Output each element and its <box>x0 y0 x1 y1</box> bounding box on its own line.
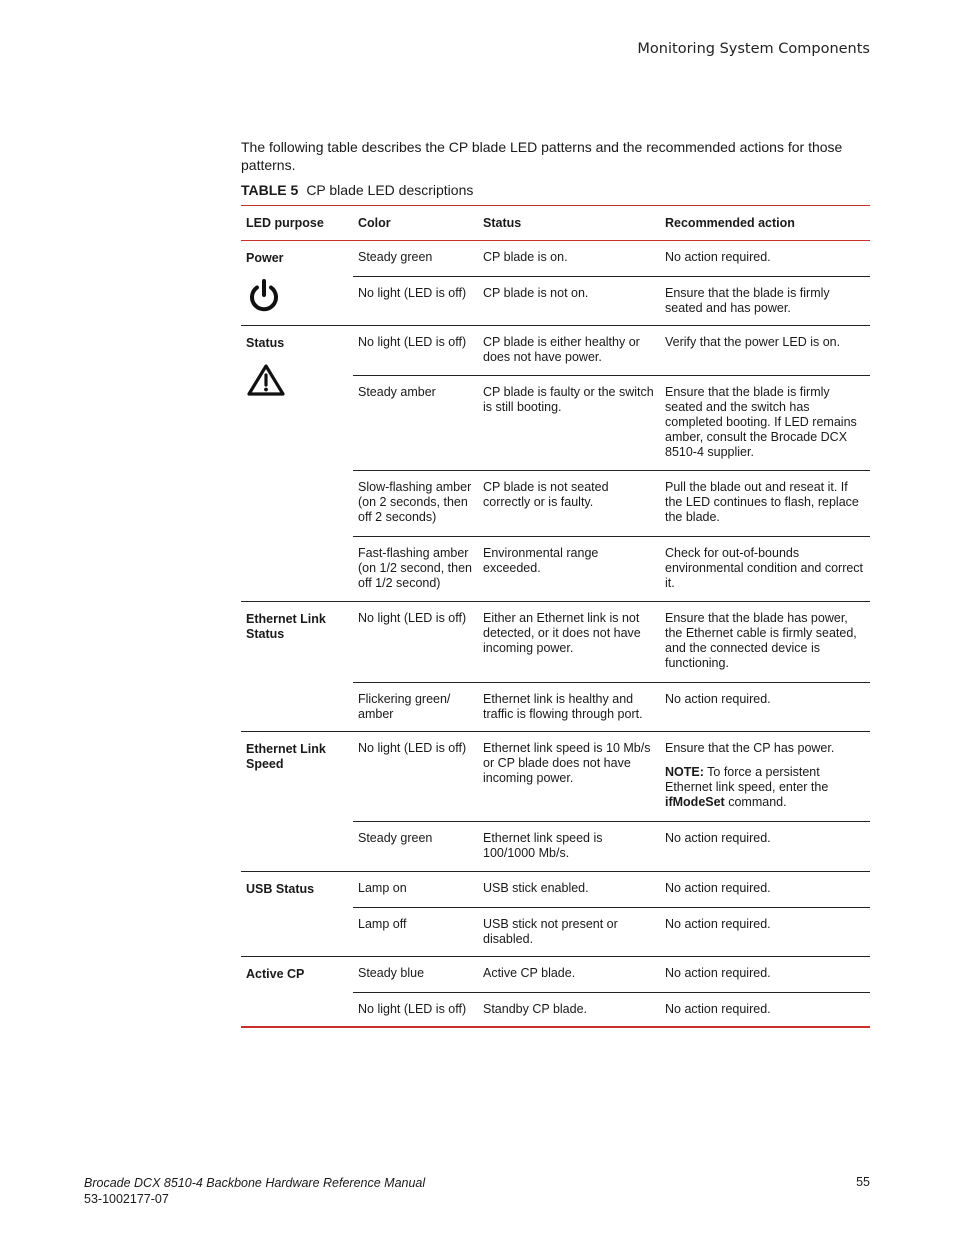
group-active-cp <box>241 957 870 1028</box>
note-tail: command. <box>728 795 787 809</box>
action-cell: No action required. <box>665 1002 771 1016</box>
action-cell: Verify that the power LED is on. <box>665 335 841 349</box>
purpose-label: Status <box>246 336 285 350</box>
color-cell: Slow-flashing amber (on 2 seconds, then off 2 seconds) <box>358 480 472 524</box>
table-row <box>353 326 870 375</box>
action-cell: No action required. <box>665 966 771 980</box>
color-cell: Flickering green/ amber <box>358 692 451 721</box>
color-cell: No light (LED is off) <box>358 335 467 349</box>
power-icon <box>246 278 282 314</box>
status-cell: Either an Ethernet link is not detected, or it does not have incoming power. <box>483 611 641 655</box>
table-row <box>353 375 870 470</box>
header-status: Status <box>483 215 522 230</box>
purpose-cell <box>241 957 353 1026</box>
status-cell: CP blade is faulty or the switch is still booting. <box>483 385 654 414</box>
note <box>665 765 866 810</box>
group-power <box>241 241 870 326</box>
warning-triangle-icon <box>246 363 286 397</box>
color-cell: Steady amber <box>358 385 436 399</box>
purpose-cell <box>241 872 353 956</box>
action-cell: Pull the blade out and reseat it. If the LED continues to flash, replace the blade. <box>665 480 859 524</box>
table-row <box>353 907 870 956</box>
status-cell: CP blade is either healthy or does not have power. <box>483 335 640 364</box>
action-cell: Check for out-of-bounds environmental condition and correct it. <box>665 546 864 590</box>
status-cell: USB stick enabled. <box>483 881 589 895</box>
page-number: 55 <box>856 1175 870 1189</box>
action-cell: No action required. <box>665 692 771 706</box>
header-recommended-action: Recommended action <box>665 215 795 230</box>
action-cell: Ensure that the blade is firmly seated and has power. <box>665 286 830 315</box>
running-head: Monitoring System Components <box>637 41 870 57</box>
header-color: Color <box>358 215 391 230</box>
status-cell: CP blade is on. <box>483 250 568 264</box>
status-cell: CP blade is not on. <box>483 286 589 300</box>
table-row <box>353 602 870 682</box>
note-text: To force a persistent Ethernet link speed, enter the <box>665 765 829 794</box>
purpose-cell <box>241 241 353 325</box>
status-cell: CP blade is not seated correctly or is faulty. <box>483 480 609 509</box>
status-cell: Ethernet link speed is 10 Mb/s or CP blade does not have incoming power. <box>483 741 651 785</box>
purpose-cell <box>241 732 353 871</box>
action-cell: No action required. <box>665 917 771 931</box>
action-cell <box>660 732 870 821</box>
status-cell: Standby CP blade. <box>483 1002 588 1016</box>
table-row <box>353 536 870 601</box>
table-row <box>353 470 870 536</box>
footer <box>84 1175 425 1207</box>
color-cell: Steady green <box>358 250 433 264</box>
table-caption <box>241 182 473 198</box>
purpose-label: Ethernet Link Status <box>246 612 326 641</box>
table-title: CP blade LED descriptions <box>306 182 474 198</box>
status-cell: USB stick not present or disabled. <box>483 917 618 946</box>
table-row <box>353 241 870 276</box>
color-cell: Fast-flashing amber (on 1/2 second, then off 1/2 second) <box>358 546 472 590</box>
status-cell: Ethernet link speed is 100/1000 Mb/s. <box>483 831 603 860</box>
color-cell: Steady blue <box>358 966 425 980</box>
color-cell: Steady green <box>358 831 433 845</box>
command-name: ifModeSet <box>665 795 725 809</box>
purpose-label: USB Status <box>246 882 315 896</box>
color-cell: Lamp on <box>358 881 407 895</box>
table-row <box>353 682 870 731</box>
table-header-row <box>241 205 870 241</box>
table-row <box>353 821 870 871</box>
purpose-cell <box>241 326 353 601</box>
footer-manual-title: Brocade DCX 8510-4 Backbone Hardware Reference Manual <box>84 1176 426 1190</box>
intro-paragraph: The following table describes the CP blade LED patterns and the recommended actions for those patterns. <box>241 139 843 173</box>
group-ethernet-link-speed <box>241 732 870 872</box>
color-cell: No light (LED is off) <box>358 611 467 625</box>
group-ethernet-link-status <box>241 602 870 732</box>
action-cell: No action required. <box>665 250 771 264</box>
group-usb-status <box>241 872 870 957</box>
status-cell: Active CP blade. <box>483 966 576 980</box>
action-cell: Ensure that the blade has power, the Ethernet cable is firmly seated, and the connected device is functioning. <box>665 611 857 670</box>
group-status <box>241 326 870 602</box>
purpose-cell <box>241 602 353 731</box>
purpose-label: Power <box>246 251 284 265</box>
color-cell: No light (LED is off) <box>358 286 467 300</box>
action-cell: Ensure that the blade is firmly seated and the switch has completed booting. If LED remains amber, consult the Brocade DCX 8510-4 supplier. <box>665 385 857 459</box>
table-row <box>353 992 870 1026</box>
header-led-purpose: LED purpose <box>246 215 324 230</box>
color-cell: No light (LED is off) <box>358 741 467 755</box>
table-row <box>353 872 870 907</box>
color-cell: Lamp off <box>358 917 407 931</box>
status-cell: Environmental range exceeded. <box>483 546 599 575</box>
color-cell: No light (LED is off) <box>358 1002 467 1016</box>
led-table <box>241 205 870 1028</box>
action-text: Ensure that the CP has power. <box>665 741 835 755</box>
action-cell: No action required. <box>665 881 771 895</box>
purpose-label: Active CP <box>246 967 305 981</box>
note-label: NOTE: <box>665 765 704 779</box>
table-row <box>353 732 870 821</box>
footer-doc-number: 53-1002177-07 <box>84 1192 169 1206</box>
table-row <box>353 957 870 992</box>
action-cell: No action required. <box>665 831 771 845</box>
table-row <box>353 276 870 325</box>
table-number: TABLE 5 <box>241 182 299 198</box>
purpose-label: Ethernet Link Speed <box>246 742 326 771</box>
status-cell: Ethernet link is healthy and traffic is flowing through port. <box>483 692 643 721</box>
